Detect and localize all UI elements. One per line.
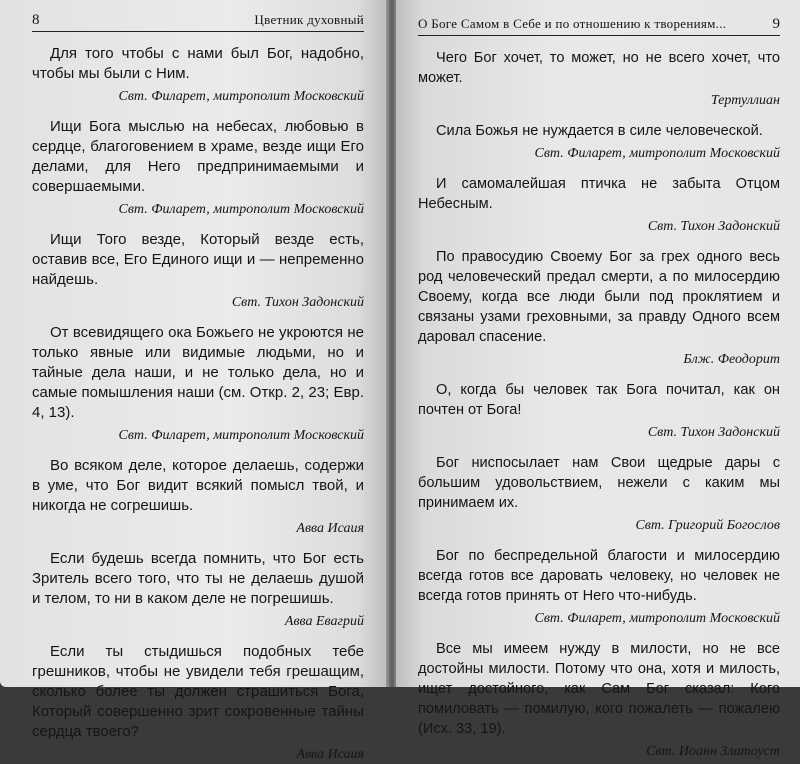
right-running-title: О Боге Самом в Себе и по отношению к творениям... [418,16,727,31]
quote-text: Бог по беспредельной благости и милосердию всегда готов все даровать человеку, но человек не всегда готов принять от Него что-нибудь. [418,548,780,604]
quote-author: Свт. Филарет, митрополит Московский [118,428,364,443]
quote [32,456,364,538]
quote-text: Сила Божья не нуждается в силе человеческой. [436,123,763,139]
quote-text: Чего Бог хочет, то может, но не всего хочет, что может. [418,50,780,86]
quote-text: Во всяком деле, которое делаешь, содержи в уме, что Бог видит всякий помысл твой, и никогда не согрешишь. [32,457,364,514]
quote [418,48,780,110]
quote-text: Если ты стыдишься подобных тебе грешников, чтобы не увидели тебя грешащим, сколько более ты должен страшиться Бога, Который совершенно зрит сокровенные тайны сердца твоего? [32,643,364,740]
quote [32,549,364,631]
quote-author: Свт. Филарет, митрополит Московский [118,89,364,104]
quote-text: По правосудию Своему Бог за грех одного весь род человеческий предал смерти, а по милосердию Своему, когда все люди были под проклятием и связаны узами греховными, за правду Одного всем даровал спасение. [418,249,780,345]
quote-text: Ищи Того везде, Который везде есть, оставив все, Его Единого ищи и — непременно найдешь. [32,231,364,288]
quote-text: О, когда бы человек так Бога почитал, как он почтен от Бога! [418,382,780,418]
right-page-header [418,16,780,36]
left-page-number: 8 [32,12,40,28]
quote-text: Ищи Бога мыслью на небесах, любовью в сердце, благоговением в храме, везде ищи Его делами, для Него предпринимаемыми и совершаемыми. [32,118,364,195]
quote-text: Если будешь всегда помнить, что Бог есть Зритель всего того, что ты не делаешь душой и телом, то ни в каком деле не погрешишь. [32,550,364,607]
quote [418,121,780,163]
quote-text: И самомалейшая птичка не забыта Отцом Небесным. [418,176,780,212]
quote [32,44,364,106]
right-page [396,0,800,759]
quote-author: Свт. Филарет, митрополит Московский [534,146,780,161]
quote [32,642,364,764]
quote [418,639,780,761]
quote [32,323,364,445]
left-page-header [32,12,364,32]
quote-author: Авва Исаия [296,521,364,536]
quote [418,380,780,442]
quote-text: Все мы имеем нужду в милости, но не все достойны милости. Потому что она, хотя и милость, ищет достойного, как Сам Бог сказал: Кого помиловать — помилую, кого пожалеть — пожалею (Исх. 33, 19). [418,641,780,737]
quote-author: Свт. Филарет, митрополит Московский [118,202,364,217]
quote [418,174,780,236]
quote-text: Для того чтобы с нами был Бог, надобно, чтобы мы были с Ним. [32,45,364,82]
left-page [0,0,388,762]
quote-text: Бог ниспосылает нам Свои щедрые дары с большим удовольствием, нежели с каким мы принимаем их. [418,455,780,511]
quote-author: Свт. Григорий Богослов [635,518,780,533]
quote [32,117,364,219]
quote-author: Тертуллиан [710,93,780,108]
quote-author: Свт. Иоанн Златоуст [646,744,780,759]
left-running-title: Цветник духовный [254,12,364,27]
quote-author: Блж. Феодорит [683,352,780,367]
quote-author: Свт. Тихон Задонский [647,425,780,440]
quote-author: Авва Евагрий [284,614,364,629]
quote [418,453,780,535]
quote [32,230,364,312]
quote-text: От всевидящего ока Божьего не укроются не только явные или видимые людьми, но и тайные дела наши, и не только дела, но и самые помышления наши (см. Откр. 2, 23; Евр. 4, 13). [32,324,364,421]
quote-author: Свт. Филарет, митрополит Московский [534,611,780,626]
quote [418,247,780,369]
right-page-number: 9 [772,16,780,32]
quote-author: Свт. Тихон Задонский [231,295,364,310]
quote-author: Свт. Тихон Задонский [647,219,780,234]
quote-author: Авва Исаия [296,747,364,762]
quote [418,546,780,628]
